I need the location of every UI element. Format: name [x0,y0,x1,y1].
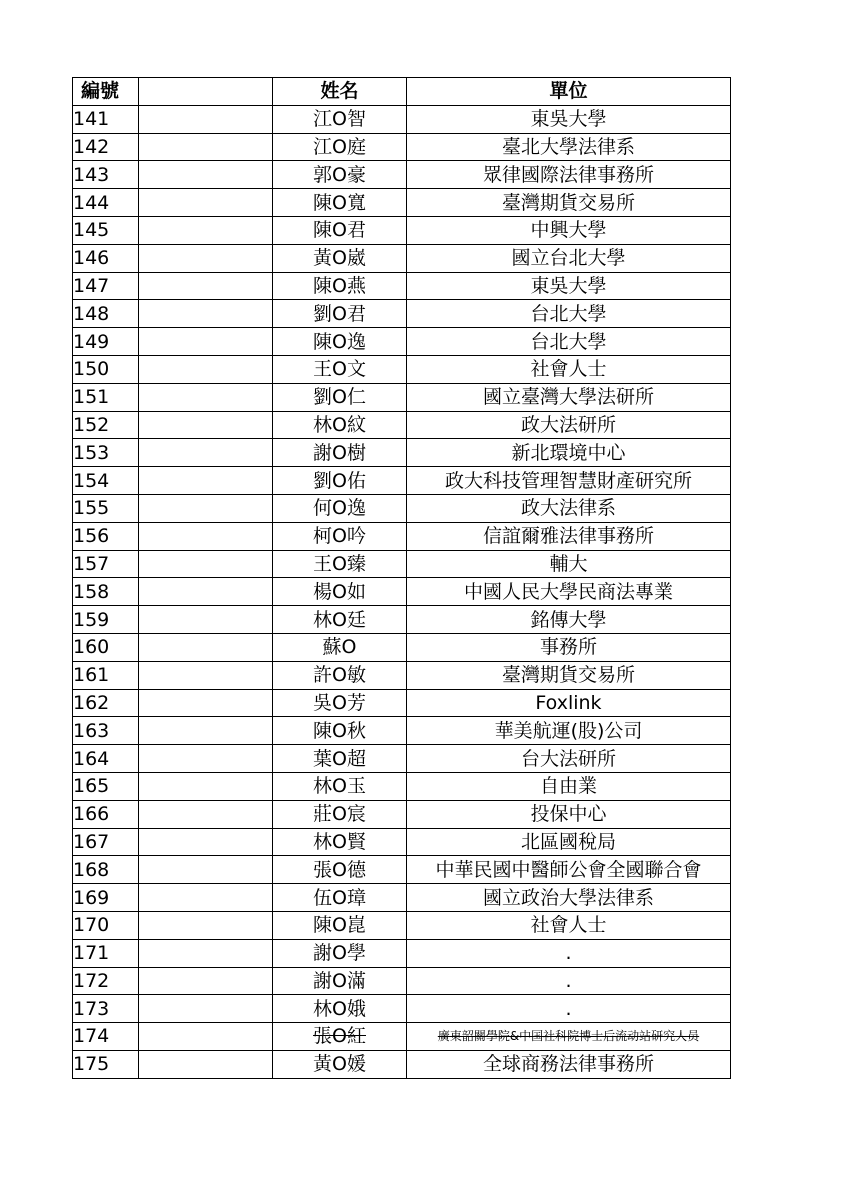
row-name: 陳O逸 [273,328,407,356]
row-blank-cell [139,244,273,272]
table-row [73,550,731,578]
header-name: 姓名 [273,78,407,106]
row-unit: 中國人民大學民商法專業 [407,578,731,606]
row-number: 171 [73,939,139,967]
row-unit: 投保中心 [407,800,731,828]
row-number: 168 [73,856,139,884]
row-blank-cell [139,995,273,1023]
row-unit: 社會人士 [407,355,731,383]
row-number: 170 [73,911,139,939]
table-row [73,856,731,884]
row-blank-cell [139,1023,273,1051]
row-unit: . [407,939,731,967]
row-name: 王O臻 [273,550,407,578]
row-unit: 自由業 [407,772,731,800]
table-row [73,661,731,689]
row-blank-cell [139,328,273,356]
table-row [73,1050,731,1078]
table-row [73,355,731,383]
table-row [73,300,731,328]
row-number: 151 [73,383,139,411]
row-name: 陳O秋 [273,717,407,745]
table-row [73,411,731,439]
row-name: 謝O學 [273,939,407,967]
row-blank-cell [139,494,273,522]
row-number: 152 [73,411,139,439]
row-name: 劉O仁 [273,383,407,411]
row-unit: 政大科技管理智慧財產研究所 [407,467,731,495]
row-unit: 北區國稅局 [407,828,731,856]
row-name: 郭O豪 [273,161,407,189]
row-name: 伍O璋 [273,884,407,912]
row-unit: Foxlink [407,689,731,717]
row-number: 161 [73,661,139,689]
row-number: 165 [73,772,139,800]
row-name: 蘇O [273,633,407,661]
row-unit: . [407,967,731,995]
row-unit: 國立臺灣大學法研所 [407,383,731,411]
table-row [73,745,731,773]
row-name: 江O庭 [273,133,407,161]
table-row [73,383,731,411]
row-blank-cell [139,439,273,467]
header-blank [139,78,273,106]
row-number: 148 [73,300,139,328]
row-name: 許O敏 [273,661,407,689]
row-name: 黃O媛 [273,1050,407,1078]
row-unit: 臺灣期貨交易所 [407,661,731,689]
header-number: 編號 [73,78,139,106]
row-name: 江O智 [273,105,407,133]
header-unit: 單位 [407,78,731,106]
row-blank-cell [139,606,273,634]
row-blank-cell [139,467,273,495]
row-blank-cell [139,161,273,189]
row-name: 陳O君 [273,216,407,244]
table-row [73,439,731,467]
row-blank-cell [139,550,273,578]
table-row [73,328,731,356]
row-unit: 政大法研所 [407,411,731,439]
row-name: 劉O佑 [273,467,407,495]
table-row [73,800,731,828]
row-unit: 廣東韶關學院&中国社科院博士后流动站研究人员 [407,1023,731,1051]
table-row [73,633,731,661]
table-row [73,884,731,912]
row-unit: 信誼爾雅法律事務所 [407,522,731,550]
row-number: 145 [73,216,139,244]
row-blank-cell [139,717,273,745]
row-name: 謝O樹 [273,439,407,467]
table-row [73,161,731,189]
table-row [73,717,731,745]
row-blank-cell [139,661,273,689]
row-number: 146 [73,244,139,272]
table-header-row [73,78,731,106]
table-row [73,606,731,634]
table-row [73,244,731,272]
table-row [73,911,731,939]
row-unit: 台大法研所 [407,745,731,773]
row-name: 林O紋 [273,411,407,439]
row-unit: 社會人士 [407,911,731,939]
row-unit: 華美航運(股)公司 [407,717,731,745]
row-unit: 臺北大學法律系 [407,133,731,161]
row-name: 張O紅 [273,1023,407,1051]
row-blank-cell [139,633,273,661]
row-number: 169 [73,884,139,912]
table-row [73,494,731,522]
row-name: 葉O超 [273,745,407,773]
row-name: 楊O如 [273,578,407,606]
row-number: 175 [73,1050,139,1078]
row-number: 166 [73,800,139,828]
row-blank-cell [139,578,273,606]
table-row [73,272,731,300]
table-row [73,995,731,1023]
row-number: 159 [73,606,139,634]
row-blank-cell [139,272,273,300]
row-name: 張O德 [273,856,407,884]
row-number: 153 [73,439,139,467]
row-unit: 東吳大學 [407,105,731,133]
table-row [73,772,731,800]
table-row [73,216,731,244]
row-number: 142 [73,133,139,161]
row-name: 柯O吟 [273,522,407,550]
row-unit: 事務所 [407,633,731,661]
row-number: 157 [73,550,139,578]
row-number: 162 [73,689,139,717]
row-blank-cell [139,800,273,828]
row-blank-cell [139,856,273,884]
table-row [73,105,731,133]
table-row [73,522,731,550]
row-blank-cell [139,216,273,244]
table-row [73,578,731,606]
row-blank-cell [139,383,273,411]
row-number: 147 [73,272,139,300]
row-number: 141 [73,105,139,133]
row-number: 164 [73,745,139,773]
table-row [73,467,731,495]
row-unit: 東吳大學 [407,272,731,300]
row-name: 劉O君 [273,300,407,328]
row-blank-cell [139,522,273,550]
table-row [73,939,731,967]
row-unit: 台北大學 [407,300,731,328]
row-number: 150 [73,355,139,383]
row-name: 王O文 [273,355,407,383]
row-unit: 台北大學 [407,328,731,356]
row-blank-cell [139,355,273,383]
row-blank-cell [139,884,273,912]
row-number: 173 [73,995,139,1023]
row-number: 154 [73,467,139,495]
table-row [73,189,731,217]
row-number: 174 [73,1023,139,1051]
row-unit: 輔大 [407,550,731,578]
table-row [73,1023,731,1051]
row-unit: 新北環境中心 [407,439,731,467]
row-unit: 全球商務法律事務所 [407,1050,731,1078]
row-blank-cell [139,939,273,967]
row-number: 143 [73,161,139,189]
row-blank-cell [139,745,273,773]
row-unit: . [407,995,731,1023]
row-blank-cell [139,189,273,217]
row-unit: 國立政治大學法律系 [407,884,731,912]
row-name: 林O玉 [273,772,407,800]
row-unit: 臺灣期貨交易所 [407,189,731,217]
row-name: 林O賢 [273,828,407,856]
row-unit: 中興大學 [407,216,731,244]
row-blank-cell [139,411,273,439]
row-number: 155 [73,494,139,522]
row-name: 陳O寬 [273,189,407,217]
row-blank-cell [139,911,273,939]
row-name: 謝O滿 [273,967,407,995]
row-number: 160 [73,633,139,661]
table-row [73,828,731,856]
table-row [73,689,731,717]
row-blank-cell [139,772,273,800]
row-name: 陳O崑 [273,911,407,939]
row-number: 144 [73,189,139,217]
table-body [73,105,731,1078]
row-number: 149 [73,328,139,356]
row-blank-cell [139,300,273,328]
row-name: 林O廷 [273,606,407,634]
table-row [73,133,731,161]
row-number: 158 [73,578,139,606]
row-name: 黃O崴 [273,244,407,272]
table-row [73,967,731,995]
row-unit: 眾律國際法律事務所 [407,161,731,189]
row-number: 167 [73,828,139,856]
row-blank-cell [139,133,273,161]
row-name: 吳O芳 [273,689,407,717]
row-name: 何O逸 [273,494,407,522]
attendee-table [72,77,731,1079]
row-blank-cell [139,828,273,856]
row-name: 莊O宸 [273,800,407,828]
row-unit: 中華民國中醫師公會全國聯合會 [407,856,731,884]
row-blank-cell [139,105,273,133]
row-unit: 銘傳大學 [407,606,731,634]
row-name: 林O娥 [273,995,407,1023]
row-number: 163 [73,717,139,745]
row-number: 156 [73,522,139,550]
row-blank-cell [139,689,273,717]
row-unit: 國立台北大學 [407,244,731,272]
row-blank-cell [139,967,273,995]
row-unit: 政大法律系 [407,494,731,522]
row-blank-cell [139,1050,273,1078]
row-number: 172 [73,967,139,995]
row-name: 陳O燕 [273,272,407,300]
